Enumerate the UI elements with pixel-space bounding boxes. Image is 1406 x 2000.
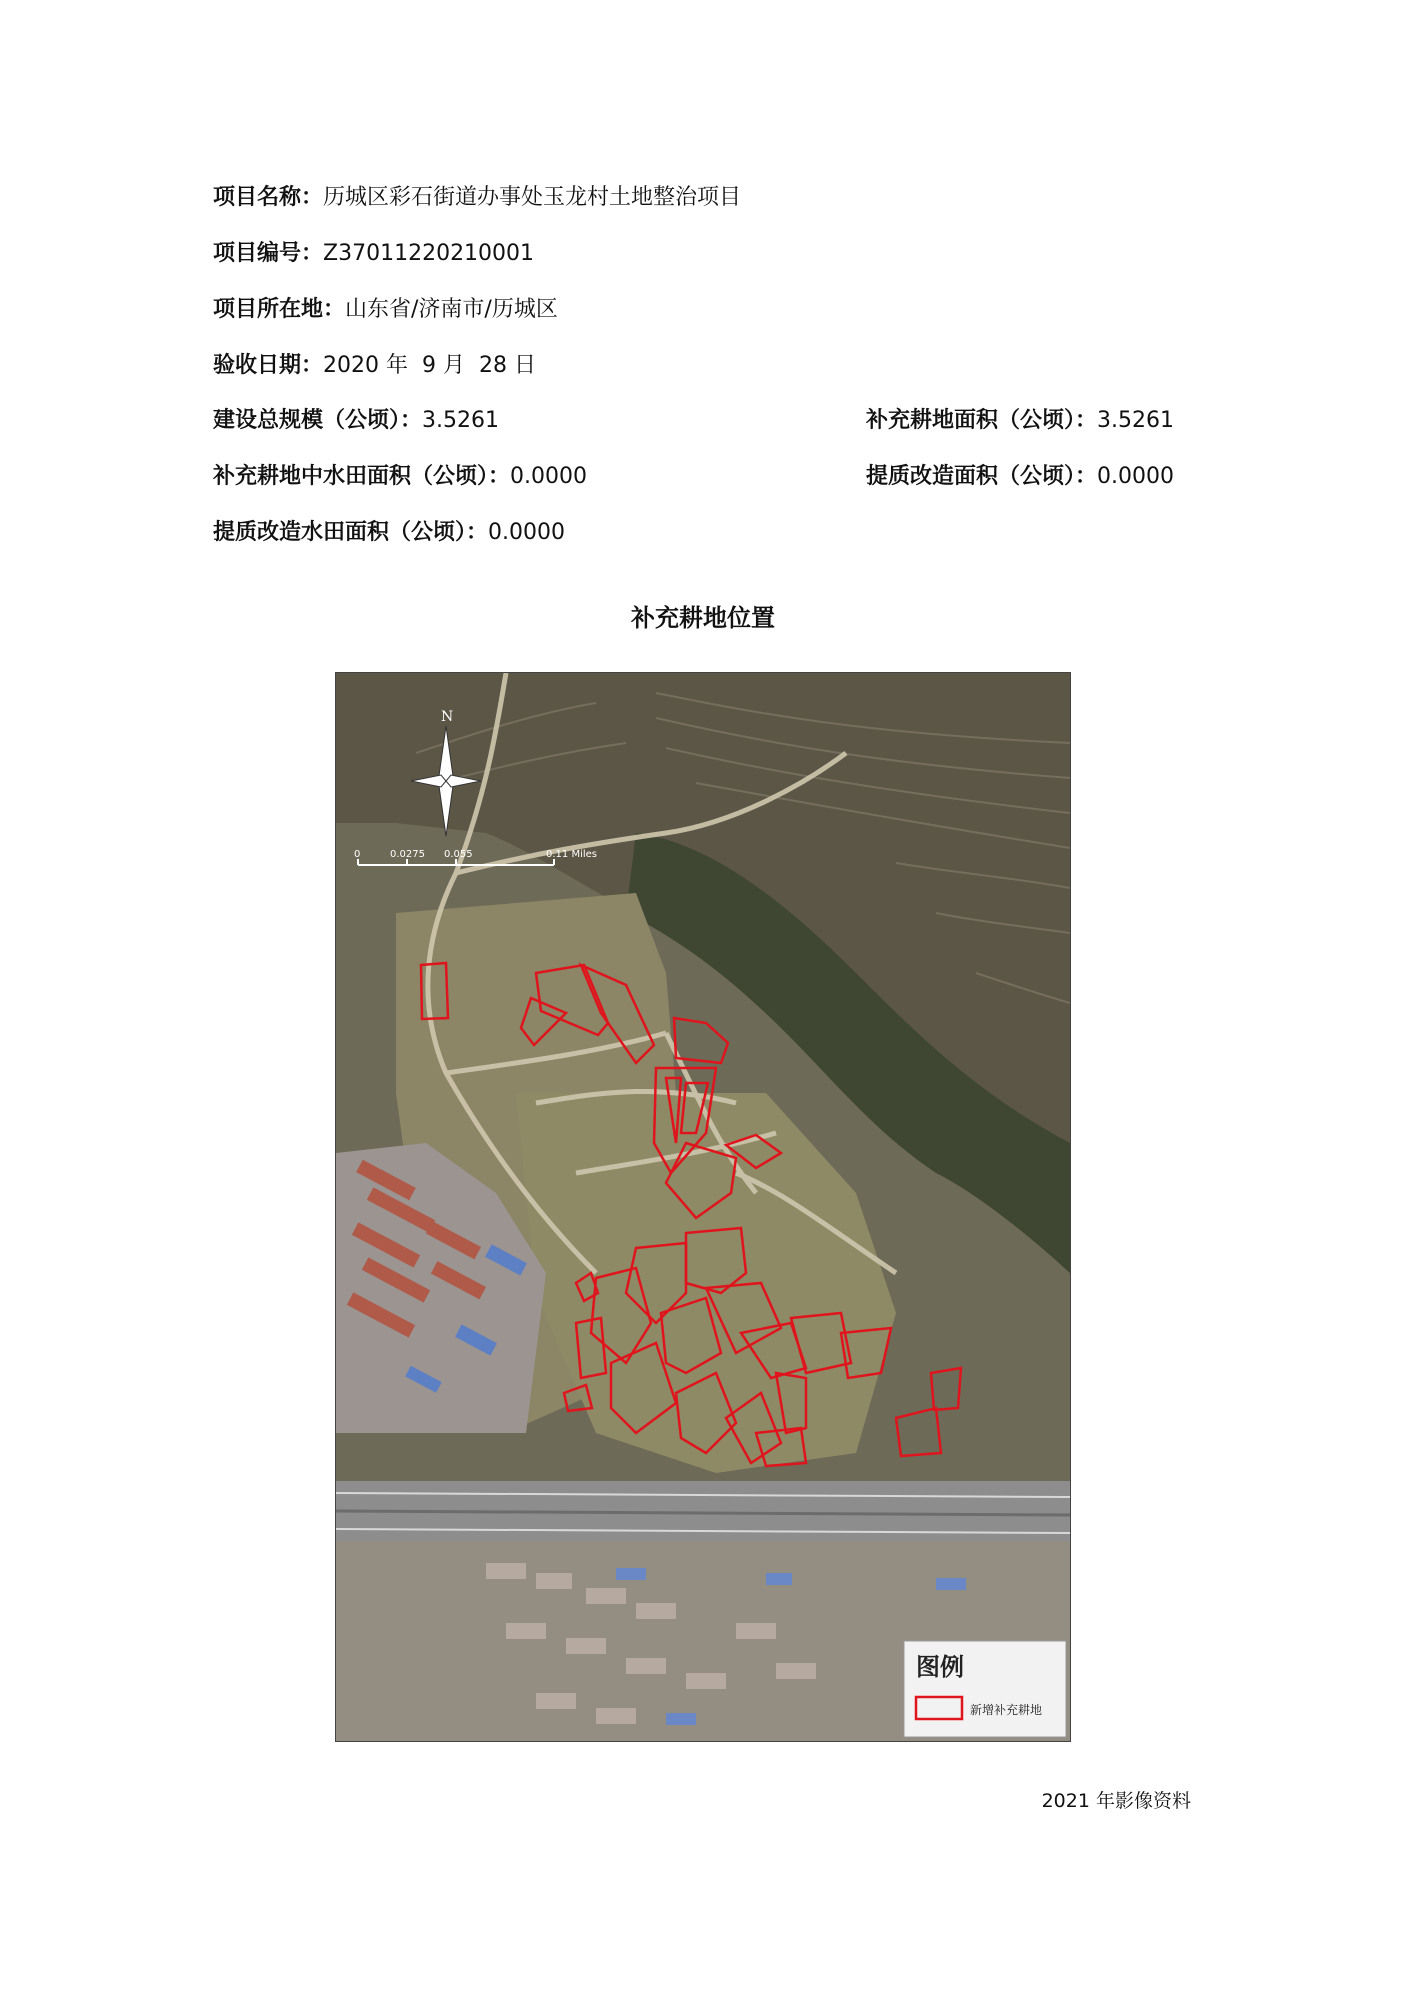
project-name-value: 历城区彩石街道办事处玉龙村土地整治项目 xyxy=(323,185,742,210)
paddy-in-supplement-value: 0.0000 xyxy=(510,464,587,489)
quality-upgrade-value: 0.0000 xyxy=(1097,464,1174,489)
acceptance-date-value: 2020 年 9 月 28 日 xyxy=(323,353,536,378)
project-no-value: Z37011220210001 xyxy=(323,241,535,266)
project-no-label: 项目编号： xyxy=(213,241,324,266)
quality-upgrade-label: 提质改造面积（公顷）： xyxy=(866,464,1098,489)
quality-upgrade-paddy-label: 提质改造水田面积（公顷）： xyxy=(213,520,489,545)
quality-upgrade-row xyxy=(866,462,1174,492)
scale-label-2: 0.055 xyxy=(444,849,473,860)
satellite-map xyxy=(335,672,1071,1742)
map-legend xyxy=(904,1641,1066,1737)
scale-label-0: 0 xyxy=(354,849,361,860)
location-row xyxy=(213,295,558,325)
legend-title: 图例 xyxy=(916,1653,964,1681)
supplement-area-value: 3.5261 xyxy=(1097,408,1174,433)
project-name-label: 项目名称： xyxy=(213,185,324,210)
acceptance-date-row xyxy=(213,351,536,381)
quality-upgrade-paddy-row xyxy=(213,518,565,548)
project-no-row xyxy=(213,239,534,269)
map-title: 补充耕地位置 xyxy=(631,604,775,632)
supplement-area-label: 补充耕地面积（公顷）： xyxy=(866,408,1098,433)
scale-label-3: 0.11 Miles xyxy=(546,849,597,860)
image-source-caption: 2021 年影像资料 xyxy=(1041,1790,1191,1812)
paddy-in-supplement-label: 补充耕地中水田面积（公顷）： xyxy=(213,464,511,489)
supplement-area-row xyxy=(866,406,1174,436)
total-scale-value: 3.5261 xyxy=(422,408,499,433)
location-label: 项目所在地： xyxy=(213,297,346,322)
north-label: N xyxy=(441,709,454,725)
total-scale-label: 建设总规模（公顷）： xyxy=(213,408,423,433)
project-name-row xyxy=(213,183,741,213)
location-value: 山东省/济南市/历城区 xyxy=(345,297,558,322)
total-scale-row xyxy=(213,406,499,436)
scale-label-1: 0.0275 xyxy=(390,849,425,860)
acceptance-date-label: 验收日期： xyxy=(213,353,324,378)
legend-item-label: 新增补充耕地 xyxy=(970,1703,1043,1717)
quality-upgrade-paddy-value: 0.0000 xyxy=(488,520,565,545)
paddy-in-supplement-row xyxy=(213,462,587,492)
